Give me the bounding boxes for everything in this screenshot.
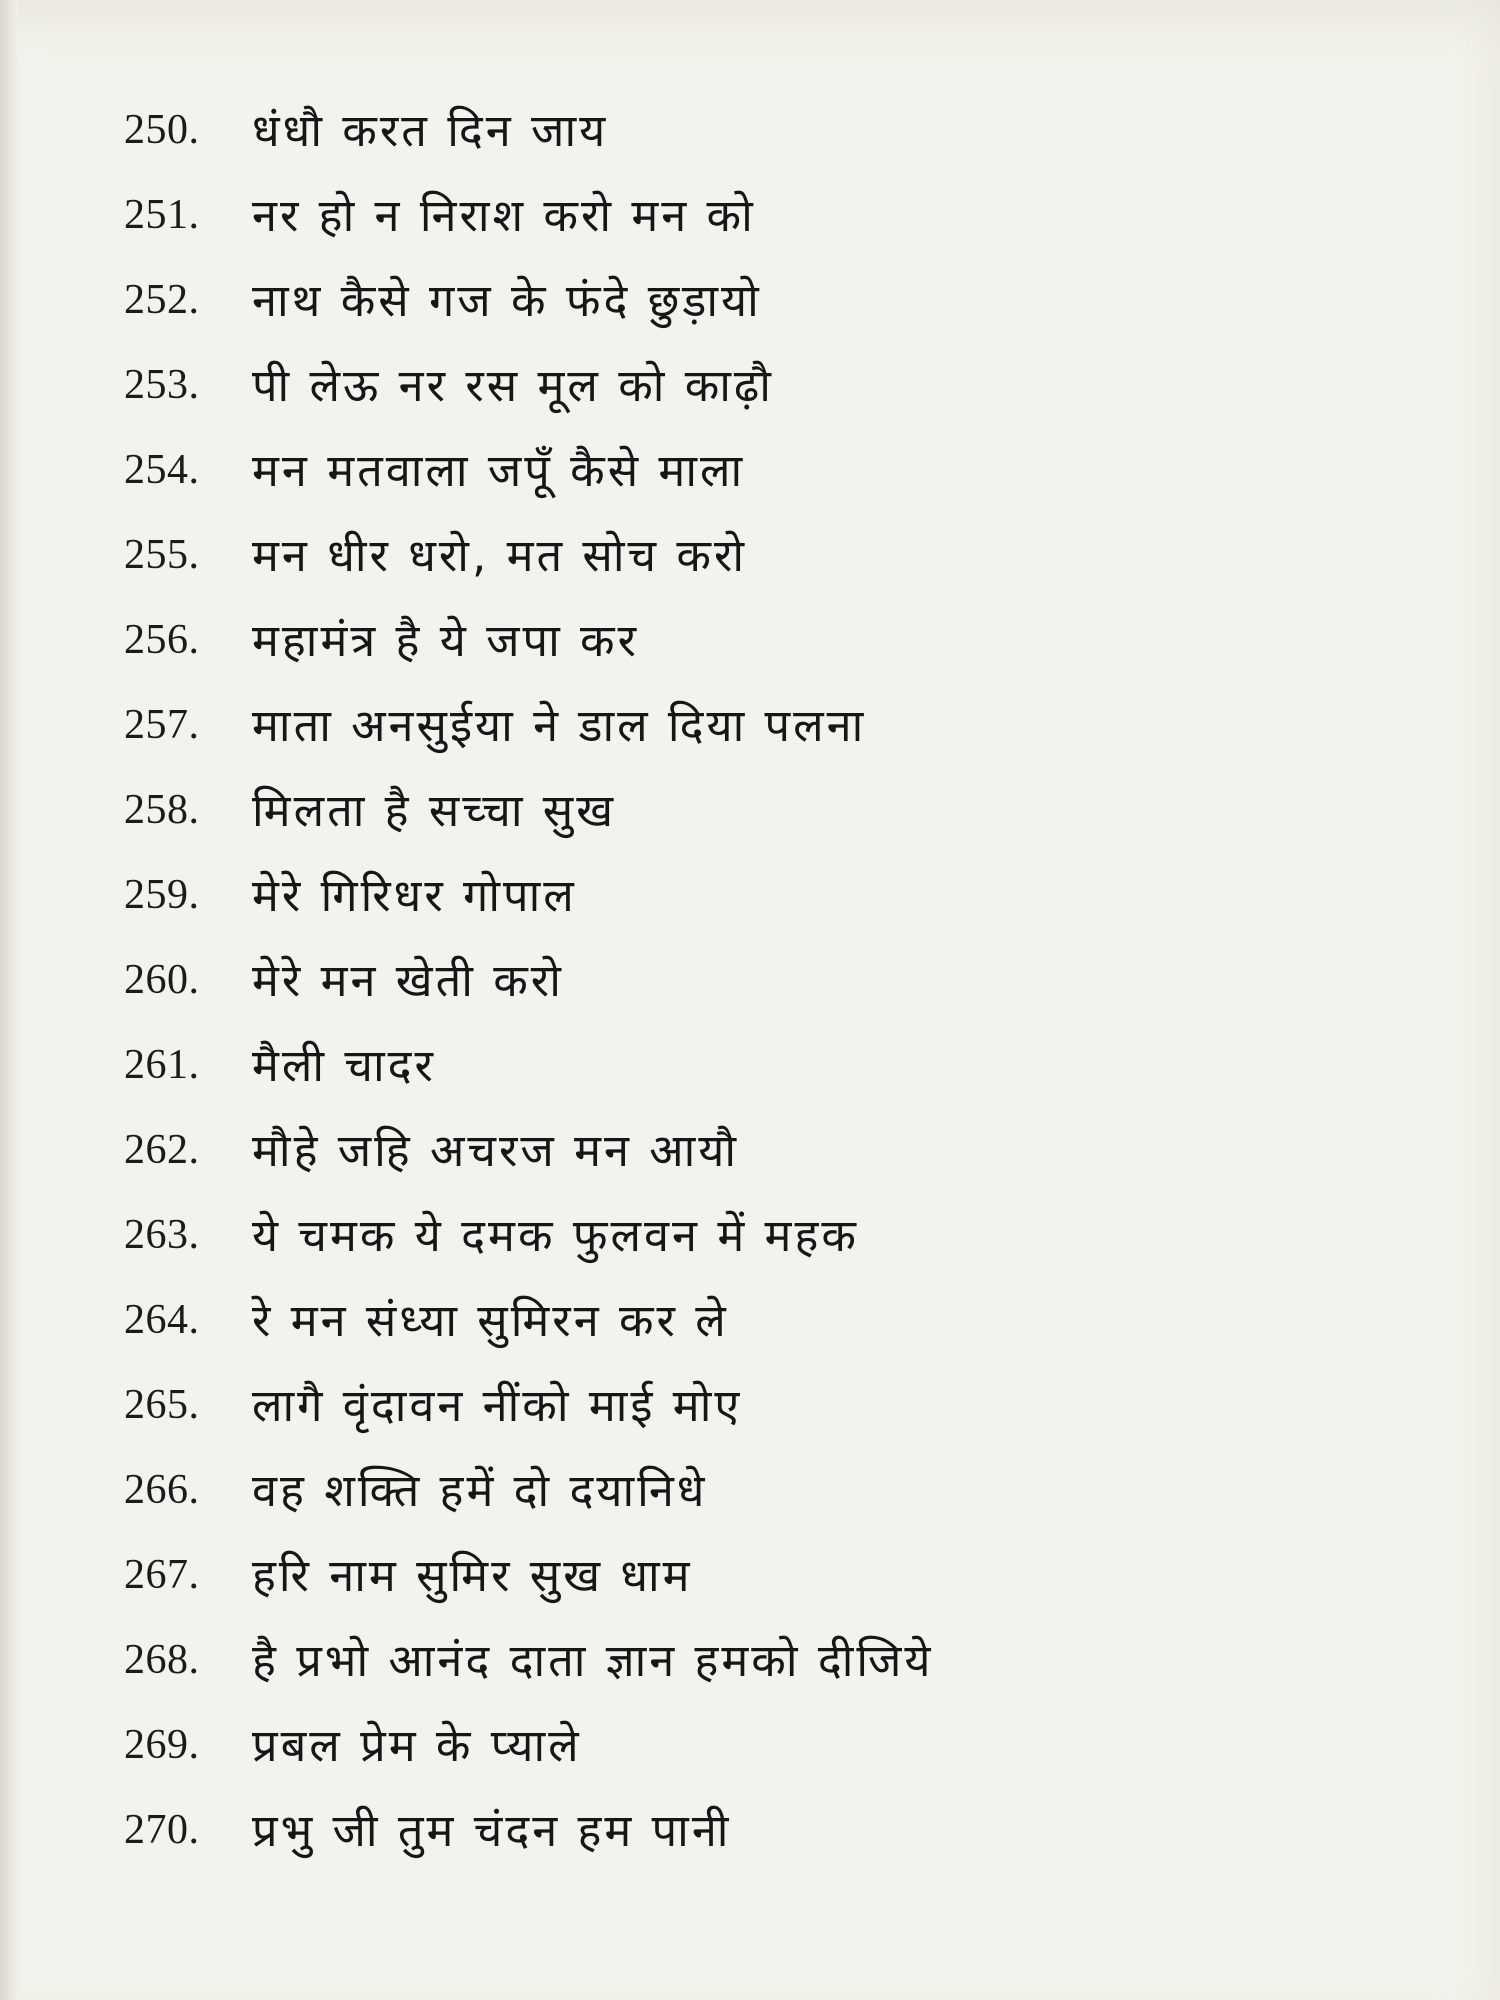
entry-number: 265. <box>124 1382 200 1428</box>
entry-title: मौहे जहि अचरज मन आयौ <box>252 1124 739 1177</box>
entry-title: मेरे मन खेती करो <box>252 954 564 1007</box>
entry-number: 250. <box>124 107 200 153</box>
contents-entry <box>0 1703 1500 1788</box>
contents-entry <box>0 343 1500 428</box>
entry-number: 251. <box>124 192 200 238</box>
contents-entry <box>0 1788 1500 1873</box>
entry-number: 261. <box>124 1042 200 1088</box>
entry-number: 262. <box>124 1127 200 1173</box>
contents-entry <box>0 1278 1500 1363</box>
entry-number: 260. <box>124 957 200 1003</box>
entry-title: माता अनसुईया ने डाल दिया पलना <box>252 699 867 752</box>
contents-entry <box>0 88 1500 173</box>
entry-number: 256. <box>124 617 200 663</box>
contents-entry <box>0 853 1500 938</box>
contents-entry <box>0 513 1500 598</box>
entry-title: हरि नाम सुमिर सुख धाम <box>252 1549 693 1602</box>
contents-entry <box>0 683 1500 768</box>
entry-number: 257. <box>124 702 200 748</box>
entry-number: 258. <box>124 787 200 833</box>
entry-title: मन मतवाला जपूँ कैसे माला <box>252 444 746 497</box>
entry-title: प्रबल प्रेम के प्याले <box>252 1719 582 1772</box>
entry-title: नर हो न निराश करो मन को <box>252 189 756 242</box>
contents-entry <box>0 1618 1500 1703</box>
entry-title: वह शक्ति हमें दो दयानिधे <box>252 1464 708 1517</box>
contents-entry <box>0 258 1500 343</box>
entry-number: 269. <box>124 1722 200 1768</box>
entry-number: 252. <box>124 277 200 323</box>
entry-title: नाथ कैसे गज के फंदे छुड़ायो <box>252 274 762 327</box>
contents-list <box>0 88 1500 1873</box>
contents-entry <box>0 1193 1500 1278</box>
entry-title: मिलता है सच्चा सुख <box>252 784 617 837</box>
entry-number: 259. <box>124 872 200 918</box>
entry-number: 254. <box>124 447 200 493</box>
entry-number: 255. <box>124 532 200 578</box>
entry-title: मन धीर धरो, मत सोच करो <box>252 529 748 582</box>
entry-number: 270. <box>124 1807 200 1853</box>
contents-entry <box>0 1023 1500 1108</box>
entry-title: धंधौ करत दिन जाय <box>252 104 609 157</box>
contents-entry <box>0 1533 1500 1618</box>
entry-title: पी लेऊ नर रस मूल को काढ़ौ <box>252 359 774 412</box>
entry-title: मैली चादर <box>252 1039 436 1092</box>
entry-number: 267. <box>124 1552 200 1598</box>
entry-title: मेरे गिरिधर गोपाल <box>252 869 577 922</box>
contents-entry <box>0 1363 1500 1448</box>
contents-entry <box>0 428 1500 513</box>
contents-entry <box>0 598 1500 683</box>
entry-title: लागै वृंदावन नींको माई मोए <box>252 1379 743 1432</box>
entry-title: है प्रभो आनंद दाता ज्ञान हमको दीजिये <box>252 1634 934 1687</box>
entry-number: 263. <box>124 1212 200 1258</box>
contents-entry <box>0 173 1500 258</box>
entry-number: 266. <box>124 1467 200 1513</box>
entry-number: 253. <box>124 362 200 408</box>
contents-entry <box>0 1108 1500 1193</box>
contents-entry <box>0 1448 1500 1533</box>
entry-title: ये चमक ये दमक फुलवन में महक <box>252 1209 859 1262</box>
contents-entry <box>0 768 1500 853</box>
entry-number: 268. <box>124 1637 200 1683</box>
entry-number: 264. <box>124 1297 200 1343</box>
contents-entry <box>0 938 1500 1023</box>
entry-title: महामंत्र है ये जपा कर <box>252 614 639 667</box>
entry-title: रे मन संध्या सुमिरन कर ले <box>252 1294 729 1347</box>
entry-title: प्रभु जी तुम चंदन हम पानी <box>252 1804 732 1857</box>
